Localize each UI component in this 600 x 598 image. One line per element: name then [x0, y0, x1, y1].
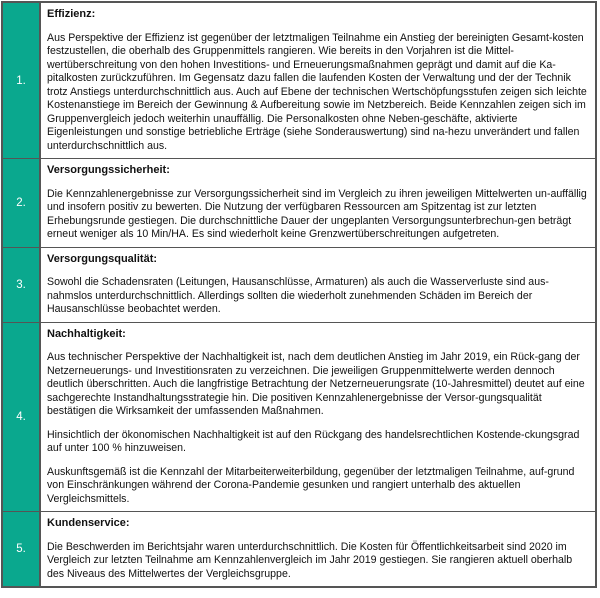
row-title: Versorgungssicherheit: [47, 164, 170, 176]
row-number: 3. [3, 248, 41, 322]
row-content [41, 323, 595, 512]
row-paragraph: Aus Perspektive der Effizienz ist gegenüber der letztmaligen Teilnahme ein Anstieg der bereinigten Gesamt-kosten festzustellen, die oberhalb des Gruppenmittels rangieren. Wie bereits in den Vorjahren ist die Mittel-wertüberschreitung von den hohen Investitions- und Erneuerungsmaßnahmen geprägt und damit auf die Ka-pitalkosten zurückzuführen. Im Gegensatz dazu fallen die laufenden Kosten der Verwaltung und der der Technik trotz Anstiegs unterdurchschnittlich aus. Auch auf Ebene der technischen Wertschöpfungsstufen zeigen sich leichte Kostenanstiege im Bereich der Gewinnung & Aufbereitung sowie im Netzbereich. Beide Kennzahlen zeigen sich im Gruppenvergleich jedoch weiterhin unauffällig. Die Personalkosten ohne Neben-geschäfte, aktivierte Eigenleistungen und sonstige betriebliche Erträge (siehe Sonderauswertung) sind na-hezu unverändert und fallen unterdurchschnittlich aus. [47, 31, 587, 152]
table-row-supply-quality [3, 247, 595, 322]
row-number: 1. [3, 3, 41, 158]
row-content [41, 159, 595, 247]
row-title: Effizienz: [47, 8, 96, 20]
row-number: 4. [3, 323, 41, 512]
row-paragraph: Aus technischer Perspektive der Nachhaltigkeit ist, nach dem deutlichen Anstieg im Jahr 2019, ein Rück-gang der Netzerneuerungs- und Investitionsraten zu verzeichnen. Die jeweiligen Gruppenmittelwerte werden dennoch deutlich überschritten. Auch die langfristige Betrachtung der Netzerneuerungsrate (10-Jahresmittel) deutet auf eine sachgerechte Instandhaltungsstrategie hin. Die positiven Kennzahlenergebnisse der Versor-gungsqualität bestätigen die Wirksamkeit der umfassenden Maßnahmen. [47, 351, 585, 417]
row-title: Kundenservice: [47, 517, 130, 529]
row-title: Versorgungsqualität: [47, 252, 158, 265]
row-content [41, 248, 595, 322]
row-content [41, 512, 595, 586]
row-content [41, 3, 595, 158]
table-row-supply-security [3, 158, 595, 247]
row-paragraph: Sowohl die Schadensraten (Leitungen, Hausanschlüsse, Armaturen) als auch die Wasserverluste sind aus-nahmslos unterdurchschnittlich. Allerdings sollten die wiederholt zunehmenden Schäden im Bereich der Hausanschlüsse beobachtet werden. [47, 276, 549, 315]
table-row-efficiency [3, 3, 595, 158]
row-paragraph: Hinsichtlich der ökonomischen Nachhaltigkeit ist auf den Rückgang des handelsrechtlichen Kostende-ckungsgrad auf unter 100 % hinzuweisen. [47, 428, 580, 454]
row-paragraph: Auskunftsgemäß ist die Kennzahl der Mitarbeiterweiterbildung, gegenüber der letztmaligen Teilnahme, auf-grund von Einschränkungen während der Corona-Pandemie gesunken und rangiert unterhalb des aktuellen Vergleichsmittels. [47, 465, 575, 505]
row-paragraph: Die Kennzahlenergebnisse zur Versorgungssicherheit sind im Vergleich zu ihren jeweiligen Mittelwerten un-auffällig und insofern positiv zu bewerten. Die Nutzung der verfügbaren Ressourcen am Spitzentag ist zur letzten Erhebungsrunde gestiegen. Die durchschnittliche Dauer der ungeplanten Versorgungsunterbrechun-gen beträgt erneut weniger als 10 Min/HA. Es sind wiederholt keine Grenzwertüberschreitungen aufgetreten. [47, 187, 587, 240]
row-title: Nachhaltigkeit: [47, 327, 126, 340]
row-number: 2. [3, 159, 41, 247]
summary-table [1, 1, 597, 588]
row-paragraph: Die Beschwerden im Berichtsjahr waren unterdurchschnittlich. Die Kosten für Öffentlichkeitsarbeit sind 2020 im Vergleich zur letzten Teilnahme am Kennzahlenvergleich im Jahr 2019 gestiegen. Sie rangieren aktuell oberhalb des Niveaus des Mittelwertes der Vergleichsgruppe. [47, 540, 573, 580]
table-row-sustainability [3, 322, 595, 512]
table-row-customer-service [3, 511, 595, 586]
row-number: 5. [3, 512, 41, 586]
